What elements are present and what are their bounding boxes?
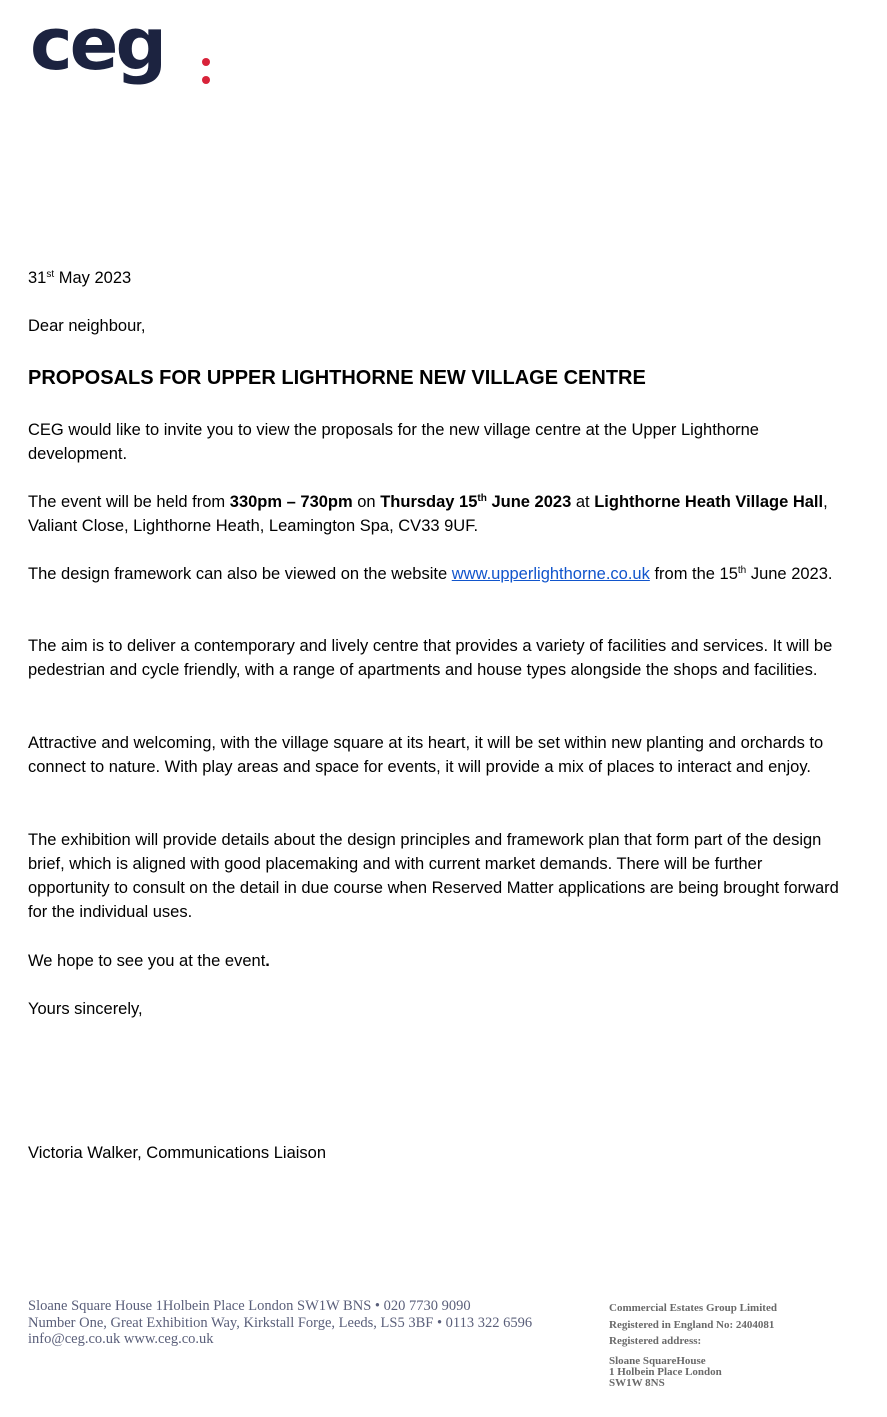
date-day: 31 bbox=[28, 269, 47, 287]
logo-dot-bottom bbox=[202, 76, 210, 84]
salutation: Dear neighbour, bbox=[28, 317, 146, 335]
signature-line: Victoria Walker, Communications Liaison bbox=[28, 1144, 327, 1162]
footer-address: Sloane SquareHouse 1 Holbein Place London SW1W 8NS bbox=[609, 1354, 722, 1389]
paragraph-invite: CEG would like to invite you to view the proposals for the new village centre at the Upper Lighthorne development. bbox=[28, 421, 759, 463]
letter-heading: PROPOSALS FOR UPPER LIGHTHORNE NEW VILLAGE CENTRE bbox=[28, 367, 646, 389]
website-link[interactable]: www.upperlighthorne.co.uk bbox=[451, 565, 650, 583]
closing: Yours sincerely, bbox=[28, 1000, 143, 1018]
paragraph-website: The design framework can also be viewed on the website www.upperlighthorne.co.uk from the 15th June 2023. bbox=[28, 565, 833, 583]
paragraph-exhibition: The exhibition will provide details about the design principles and framework plan that form part of the design brief, which is aligned with good placemaking and with current market demands. There will be further opportunity to consult on the detail in due course when Reserved Matter applications are being brought forward for the individual uses. bbox=[28, 831, 839, 921]
footer-company-name: Commercial Estates Group Limited bbox=[609, 1302, 777, 1314]
logo-colon-dots bbox=[202, 58, 210, 94]
date-rest: May 2023 bbox=[54, 269, 132, 287]
event-time: 330pm – 730pm bbox=[229, 493, 353, 511]
date-suffix: st bbox=[46, 269, 55, 280]
paragraph-attractive: Attractive and welcoming, with the village square at its heart, it will be set within new planting and orchards to connect to nature. With play areas and space for events, it will provide a mix of places to interact and enjoy. bbox=[28, 734, 824, 776]
event-day: Thursday 15th June 2023 bbox=[380, 493, 572, 511]
footer-address-label: Registered address: bbox=[609, 1335, 702, 1347]
paragraph-aim: The aim is to deliver a contemporary and lively centre that provides a variety of facilities and services. It will be pedestrian and cycle friendly, with a range of apartments and house types alongside the shops and facilities. bbox=[28, 637, 833, 679]
footer-contact bbox=[28, 1298, 588, 1348]
paragraph-hope: We hope to see you at the event. bbox=[28, 952, 270, 970]
footer-company-info bbox=[609, 1300, 869, 1389]
ceg-logo bbox=[30, 2, 190, 132]
paragraph-event: The event will be held from 330pm – 730pm on Thursday 15th June 2023 at Lighthorne Heath Village Hall, Valiant Close, Lighthorne Heath, Leamington Spa, CV33 9UF. bbox=[28, 493, 828, 535]
logo-wordmark: ceg bbox=[30, 2, 165, 86]
footer-registration: Registered in England No: 2404081 bbox=[609, 1318, 775, 1331]
letter-date bbox=[28, 266, 848, 290]
footer-line-leeds: Number One, Great Exhibition Way, Kirkstall Forge, Leeds, LS5 3BF • 0113 322 6596 bbox=[28, 1314, 533, 1331]
footer-line-london: Sloane Square House 1Holbein Place London SW1W BNS • 020 7730 9090 bbox=[28, 1298, 471, 1314]
logo-dot-top bbox=[202, 58, 210, 66]
footer-line-web: info@ceg.co.uk www.ceg.co.uk bbox=[28, 1331, 214, 1347]
event-venue: Lighthorne Heath Village Hall bbox=[594, 493, 824, 511]
